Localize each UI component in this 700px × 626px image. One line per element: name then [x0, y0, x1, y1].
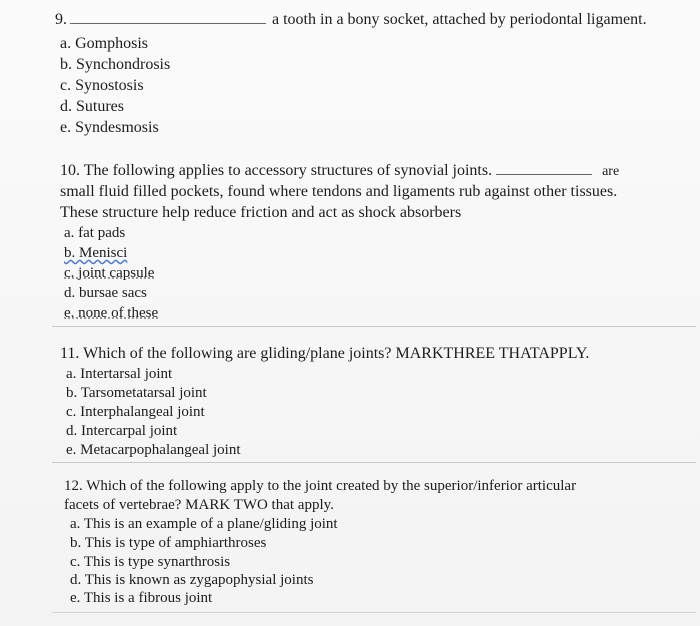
question-9-number: 9.	[55, 11, 67, 28]
question-10-option-a[interactable]: a. fat pads	[64, 225, 126, 241]
question-10-stem-after-blank: are	[602, 164, 620, 179]
question-12-option-e[interactable]: e. This is a fibrous joint	[70, 590, 213, 606]
question-9-option-d[interactable]: d. Sutures	[60, 98, 124, 115]
question-divider	[52, 462, 696, 463]
question-10-option-c-text: c. joint capsule	[64, 265, 155, 281]
question-11-option-a[interactable]: a. Intertarsal joint	[66, 366, 173, 382]
question-11-stem: 11. Which of the following are gliding/plane joints? MARKTHREE THATAPPLY.	[60, 345, 590, 362]
question-divider	[52, 612, 696, 613]
question-10-option-d[interactable]: d. bursae sacs	[64, 285, 147, 301]
question-11-option-d[interactable]: d. Intercarpal joint	[66, 423, 178, 439]
question-9-stem	[55, 12, 647, 28]
question-12-option-a[interactable]: a. This is an example of a plane/gliding joint	[70, 516, 338, 532]
question-12-option-c[interactable]: c. This is type synarthrosis	[70, 554, 231, 570]
question-12-option-b[interactable]: b. This is type of amphiarthroses	[70, 535, 267, 551]
question-11-option-c[interactable]: c. Interphalangeal joint	[66, 404, 205, 420]
question-10-stem-before-blank: 10. The following applies to accessory structures of synovial joints.	[60, 162, 493, 179]
question-10-answer-blank[interactable]	[496, 173, 592, 175]
question-10-option-b[interactable]	[64, 246, 127, 261]
question-9-answer-blank[interactable]	[70, 22, 266, 24]
question-10-stem-line2: small fluid filled pockets, found where tendons and ligaments rub against other tissues.	[60, 183, 618, 200]
question-12-option-d[interactable]: d. This is known as zygapophysial joints	[70, 572, 314, 588]
question-10-option-b-text: b. Menisci	[64, 245, 128, 261]
question-12-stem-line2: facets of vertebrae? MARK TWO that apply.	[64, 497, 334, 513]
question-9-option-c[interactable]: c. Synostosis	[60, 77, 144, 94]
question-10-stem-line3: These structure help reduce friction and act as shock absorbers	[60, 204, 462, 221]
question-9-option-a[interactable]: a. Gomphosis	[60, 35, 148, 52]
question-11-option-e[interactable]: e. Metacarpophalangeal joint	[66, 442, 241, 458]
question-10-option-e[interactable]	[64, 306, 158, 321]
question-10-option-c[interactable]	[64, 266, 154, 281]
question-11-option-b[interactable]: b. Tarsometatarsal joint	[66, 385, 207, 401]
question-9-stem-text: a tooth in a bony socket, attached by periodontal ligament.	[272, 11, 647, 28]
question-12-stem-line1: 12. Which of the following apply to the joint created by the superior/inferior articular	[64, 478, 577, 494]
question-10-stem-line1	[60, 163, 619, 179]
question-9-option-b[interactable]: b. Synchondrosis	[60, 56, 171, 73]
question-divider	[52, 326, 696, 327]
question-10-option-e-text: e. none of these	[64, 305, 159, 321]
question-9-option-e[interactable]: e. Syndesmosis	[60, 119, 159, 136]
